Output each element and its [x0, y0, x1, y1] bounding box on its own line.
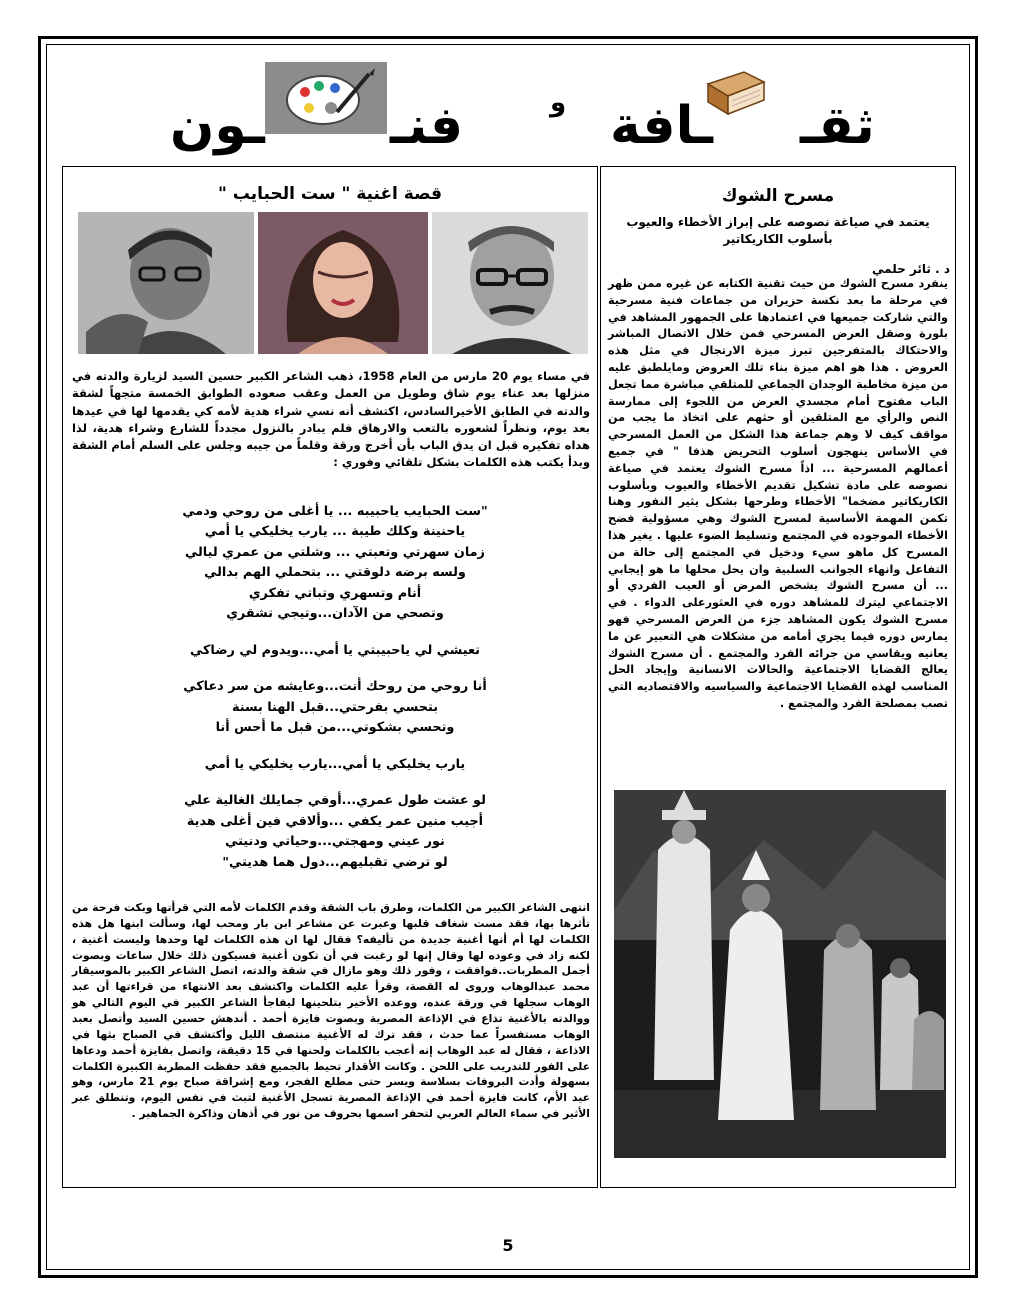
- portrait-photo-center: [258, 212, 428, 354]
- poem-line: ولسه برضه دلوقتي ... بتحملي الهم بدالي: [204, 565, 466, 581]
- poem-line: لو عشت طول عمري...أوفي جمايلك الغالية علي: [184, 793, 486, 809]
- poem: [120, 502, 550, 889]
- poem-line: أنا روحي من روحك أنت...وعايشه من سر دعاكي: [183, 679, 487, 695]
- poem-line: "ست الحبايب ياحبيبه ... يا أغلى من روحي ودمي: [182, 504, 488, 519]
- photo-strip: [78, 212, 588, 354]
- poem-stanza: [120, 791, 550, 873]
- left-article-title: قصة اغنية " ست الحبايب ": [217, 184, 442, 204]
- poem-line: وتحسي بشكوتي...من قبل ما أحس أنا: [215, 720, 455, 736]
- right-article-body: ينفرد مسرح الشوك من حيث تقنية الكتابه عن غيره ممن ظهر في مرحلة ما بعد نكسة حزيران من جماعات فنية مسرحية والتي شاركت جميعها في اعتمادها على الجمهور المشاهد في بلورة وصقل العرض المسرحي فمن خلال الاتصال المباشر والاحتكاك بالمتفرجين تبرز ميزة الارتجال في مثل هذه العروض . هذا هو اهم ميزة بناء تلك العروض ومايلطبق عليه من ميزة مخاطبة الوجدان الجماعي للمتلقي مباشرة مما تجعل الباب مفتوح أمام مجسدي العرض من اللجوء إلى ممارسة النص والرأي مع المتلقين أو حثهم على اتخاذ ما يجب من مواقف كيف لا وهم جماعة هذا الشكل من العمل المسرحي في الأساس ينهجون أسلوب التحريض هذفا " في جميع أعمالهم المسرحية ... اذاً مسرح الشوك يعتمد في صياغة نصوصه على مادة تشكيل تقديم الأخطاء والعيوب وبأسلوب الكاريكاتير مضخما" الأخطاء وطرحها بشكل يثير النفور وهنا تكمن المهمة الأساسية لمسرح الشوك وهي مسؤولية فضح الأخطاء الموجوده في المجتمع وتسليط الضوء عليها . يغير هذا المسرح كل ماهو سيء ودخيل في المجتمع إلى حالة من التفاعل وانهاء الجوانب السلبية وان يحل محلها ما هو إيجابي ... أن مسرح الشوك يشخص المرض أو العيب الفردي أو الاجتماعي ليترك للمشاهد دوره في العثورعلى الدواء . في مسرح الشوك يكون المشاهد جزء من العرض المسرحي فهو يمارس دوره فيما يجري أمامه من مشكلات هي التعبير عن ما يعانيه ويقاسي من جرائه الفرد والمجتمع . أن مسرح الشوك يعالج القضايا الاجتماعية والحالات الانسانية وإيجاد الحل المناسب لهذه القضايا الاجتماعية والسياسيه والاقتصاديه التي تصب بمصلحة الفرد والمجتمع .: [608, 277, 948, 710]
- poem-line: تعيشي لي ياحبيبتي يا أمي...ويدوم لي رضاكي: [190, 642, 480, 658]
- portrait-photo-right: [432, 212, 588, 354]
- poem-line: لو ترضي تقبليهم...دول هما هديتي": [222, 854, 448, 870]
- right-article-author: د . ثائر حلمي: [872, 262, 950, 276]
- poem-line: زمان سهرتي وتعبتي ... وشلتي من عمري ليالي: [185, 544, 485, 560]
- masthead: [60, 60, 960, 155]
- page-number: 5: [502, 1236, 514, 1255]
- poem-line: بتحسي بفرحتي...قبل الهنا بسنة: [231, 699, 439, 715]
- poem-stanza: [120, 502, 550, 625]
- poem-line: نور عيني ومهجتي...وحياتي ودنيتي: [225, 834, 445, 850]
- portrait-photo-left: [78, 212, 254, 354]
- poem-line: أجيب منين عمر يكفي ...وألاقي فين أغلى هدية: [186, 813, 484, 829]
- masthead-arts-end: ـون: [170, 96, 265, 156]
- masthead-and: و: [550, 88, 567, 118]
- masthead-culture-start: ثقـ: [800, 96, 875, 156]
- poem-line: يارب يخليكي يا أمي...يارب يخليكي يا أمي: [204, 756, 466, 772]
- poem-line: ياحنينة وكلك طيبة ... يارب يخليكي يا أمي: [204, 524, 466, 540]
- palette-icon: [265, 62, 387, 134]
- right-article-title: مسرح الشوك: [721, 186, 835, 206]
- masthead-arts-start: فنـ: [390, 96, 464, 156]
- left-article-outro: انتهى الشاعر الكبير من الكلمات، وطرق باب الشقة وقدم الكلمات لأمه التي قرأتها وبكت فرحة من تأثرها بها، فقد مست شغاف قلبها وعبرت عن مشاعر ابن بار ومحب لها، وسألت ابنها هل هذه الكلمات لها أم أنها أغنية جديدة من تأليفه؟ فقال لها ان هذه الكلمات لها وحدها وليست أغنية ، لكنه زاد في وعوده لها وقال إنها لو رغبت في أن تكون أغنية فسيكون ذلك خلال ساعات وبصوت أجمل المطربات..فوافقت ، وفور ذلك وهو مازال في شقة والدته، اتصل الشاعر الكبير بالموسيقار محمد عبدالوهاب وروى له القصة، وقرأ عليه الكلمات واكتشف بعد الانتهاء من قراءتها أن عبد الوهاب سجلها في ورقة عنده، ووعده الأخير بتلحينها ليفاجأ الشاعر الكبير في اليوم التالي هو ووالدته بالأغنية تذاع في الإذاعة المصرية وبصوت فايزة أحمد . أندهش حسين السيد وأتصل بعبد الوهاب مستفسراً عما حدث ، فقد ترك له الأغنية منتصف الليل وأكتشف في الصباح بثها في الاذاعة ، فقال له عبد الوهاب إنه أعجب بالكلمات ولحنها في 15 دقيقة، واتصل بفايزة أحمد ودعاها على الفور للتدريب على اللحن . وكانت الأقدار تحيط بالجميع فقد حفظت المطربة الكبيرة الكلمات بسهولة وأدت البروفات بسلاسة ويسر حتى مطلع الفجر، ومع إشراقة صباح يوم 21 مارس، وهو عيد الأم، كانت فايزة أحمد في الإذاعة المصرية تسجل الأغنية لتبث في نفس اليوم، وتنطلق عبر الأثير في سماء العالم العربي لتحفر اسمها بحروف من نور في أذهان وذاكرة الجماهير .: [72, 901, 590, 1121]
- poem-stanza: [120, 677, 550, 738]
- poem-stanza: [120, 641, 550, 661]
- right-article-subtitle: يعتمد في صياغة نصوصه على إبراز الأخطاء والعيوب بأسلوب الكاريكاتير: [626, 215, 930, 247]
- left-article-intro: في مساء يوم 20 مارس من العام 1958، ذهب الشاعر الكبير حسين السيد لزيارة والدته في منزلها بعد عناء يوم شاق وطويل من العمل وعقب صعوده الطوابق الخمسة متجهاً لشقة والدته في الطابق الأخيرالسادس، اكتشف أنه نسي شراء هدية لأمه كي يقدمها لها في عيدها بعد يوم، ونظراً لشعوره بالتعب والارهاق فلم يبادر بالنزول مجدداً للشارع وشراء هدية، لذا هداه تفكيره قبل ان يدق الباب بأن أخرج ورقة وقلماً من جيبه وجلس على السلم أمام الشقة وبدأ يكتب هذه الكلمات بشكل تلقائي وفوري :: [72, 369, 590, 470]
- poem-line: أنام وتسهري وتباتي تفكري: [248, 585, 422, 601]
- poem-stanza: [120, 755, 550, 775]
- poem-line: وتصحي من الآدان...وتيجي تشقري: [226, 606, 444, 622]
- masthead-culture-end: ـافة: [610, 96, 713, 156]
- stage-performance-photo: [614, 790, 946, 1158]
